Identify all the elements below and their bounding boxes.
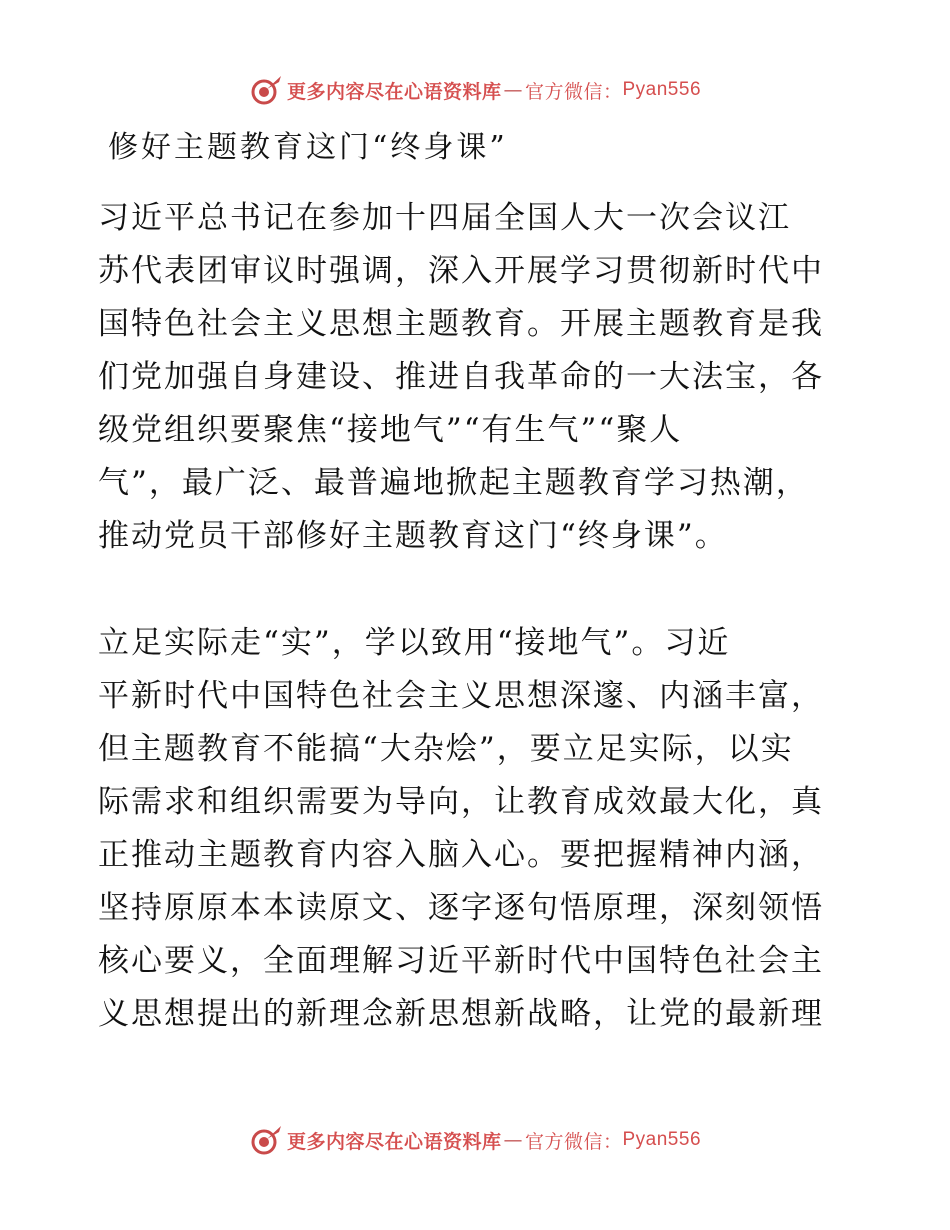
- text-line: 苏代表团审议时强调，深入开展学习贯彻新时代中: [98, 253, 824, 289]
- text-line: 气”，最广泛、最普遍地掀起主题教育学习热潮，: [98, 465, 809, 501]
- wechat-label: 官方微信：: [524, 1130, 623, 1153]
- promo-text: 更多内容尽在心语资料库: [286, 1130, 502, 1153]
- document-title: 修好主题教育这门“终身课”: [108, 130, 508, 165]
- text-line: 坚持原原本本读原文、逐字逐句悟原理，深刻领悟: [98, 890, 824, 926]
- text-line: 平新时代中国特色社会主义思想深邃、内涵丰富，: [98, 678, 824, 714]
- wechat-label: 官方微信：: [524, 80, 623, 103]
- text-line: 们党加强自身建设、推进自我革命的一大法宝，各: [98, 359, 824, 395]
- wechat-id: Pyan556: [622, 79, 702, 100]
- banner-dash: —: [503, 1129, 523, 1151]
- quill-logo-icon: [249, 1123, 283, 1157]
- text-line: 核心要义，全面理解习近平新时代中国特色社会主: [98, 943, 824, 979]
- text-line: 正推动主题教育内容入脑入心。要把握精神内涵，: [98, 837, 824, 873]
- text-line: 但主题教育不能搞“大杂烩”，要立足实际，以实: [98, 731, 794, 767]
- footer-banner: [0, 1120, 950, 1160]
- text-line: 推动党员干部修好主题教育这门“终身课”。: [98, 518, 728, 554]
- header-banner: [0, 70, 950, 110]
- text-line: 习近平总书记在参加十四届全国人大一次会议江: [98, 200, 791, 236]
- text-line: 义思想提出的新理念新思想新战略，让党的最新理: [98, 996, 824, 1032]
- text-line: 国特色社会主义思想主题教育。开展主题教育是我: [98, 306, 824, 342]
- paragraph-1: [98, 192, 858, 563]
- text-line: 际需求和组织需要为导向，让教育成效最大化，真: [98, 784, 824, 820]
- promo-text: 更多内容尽在心语资料库: [286, 80, 502, 103]
- banner-dash: —: [503, 79, 523, 101]
- text-line: 立足实际走“实”，学以致用“接地气”。习近: [98, 625, 731, 661]
- paragraph-2: [98, 617, 858, 1041]
- text-line: 级党组织要聚焦“接地气”“有生气”“聚人: [98, 412, 683, 448]
- quill-logo-icon: [249, 73, 283, 107]
- wechat-id: Pyan556: [622, 1129, 702, 1150]
